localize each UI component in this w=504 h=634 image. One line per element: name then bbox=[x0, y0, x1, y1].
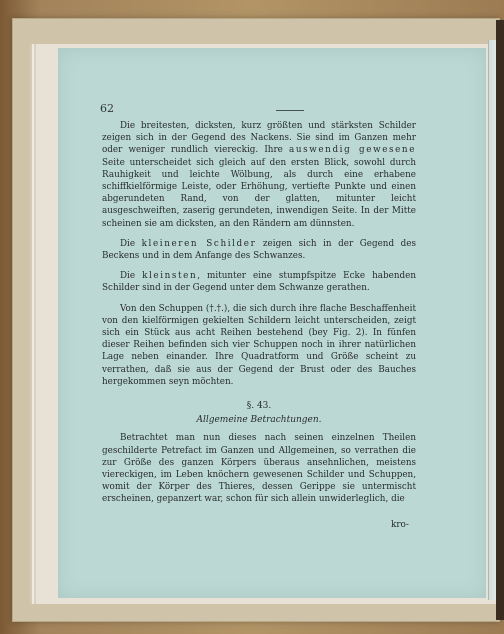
paragraph-3 bbox=[102, 270, 416, 294]
page-text bbox=[102, 120, 416, 506]
paragraph-4 bbox=[102, 303, 416, 388]
paragraph-1-text-b: Seite unterscheidet sich gleich auf den ersten Blick, sowohl durch Rauhigkeit und leichte Wölbung, als durch eine erhabene schiffkielförmige Leiste, oder Erhöhung, vertiefte Punkte und einen abgerundeten Rand, von der glatten, mitunter leicht ausgeschweiften, zaserig gerundeten, inwendigen Seite. In der Mitte scheinen sie am dicksten, an den Rändern am dünnsten. bbox=[102, 157, 416, 229]
header-rule bbox=[276, 110, 304, 111]
paragraph-2-text-a: Die bbox=[120, 238, 142, 249]
section-number: §. 43. bbox=[246, 401, 272, 412]
paragraph-3-text-a: Die bbox=[120, 271, 143, 282]
paragraph-5: Betrachtet man nun dieses nach seinen einzelnen Theilen geschilderte Petrefact im Ganzen und Allgemeinen, so verrathen die zur Größe des ganzen Körpers überaus ansehnlichen, meistens viereckigen, im Leben knöchern gewesenen Schilder und Schuppen, womit der Körper des Thieres, dessen Gerippe sie untermischt erscheinen, gepanzert war, schon für sich allein unwiderleglich, die bbox=[102, 433, 416, 505]
paragraph-2-text-b: zeigen sich in der Gegend des Beckens und in dem Anfange des Schwanzes. bbox=[102, 238, 416, 262]
paragraph-1 bbox=[102, 120, 416, 230]
paragraph-3-text-b: , mitunter eine stumpfspitze Ecke habenden Schilder sind in der Gegend unter dem Schwanze gerathen. bbox=[102, 271, 416, 294]
paragraph-2 bbox=[102, 238, 416, 262]
paragraph-2-emphasis: kleineren Schilder bbox=[141, 238, 257, 249]
paragraph-4-text: Von den Schuppen (†.†.), die sich durch ihre flache Beschaffenheit von den kielförmigen gekielten Schildern leicht unterscheiden, zeigt sich ein Stück aus acht Reihen bestehend (bey Fig. 2). In fünfen dieser Reihen befinden sich vier Schuppen noch in ihrer natürlichen Lage neben einander. Ihre Quadratform und Größe scheint zu verrathen, daß sie aus der Gegend der Brust oder des Bauches hergekommen seyn möchten. bbox=[102, 303, 416, 387]
paragraph-3-emphasis: kleinsten bbox=[142, 271, 198, 282]
paragraph-1-emphasis: auswendig gewesene bbox=[289, 145, 416, 156]
catchword: kro- bbox=[391, 520, 409, 530]
dark-edge bbox=[496, 20, 504, 620]
paragraph-1-text-a: Die breitesten, dicksten, kurz größten und stärksten Schilder zeigen sich in der Gegend des Nackens. Sie sind im Ganzen mehr oder weniger rundlich viereckig. Ihre bbox=[102, 121, 416, 156]
page-number: 62 bbox=[100, 102, 114, 115]
section-title: Allgemeine Betrachtungen. bbox=[196, 415, 322, 426]
